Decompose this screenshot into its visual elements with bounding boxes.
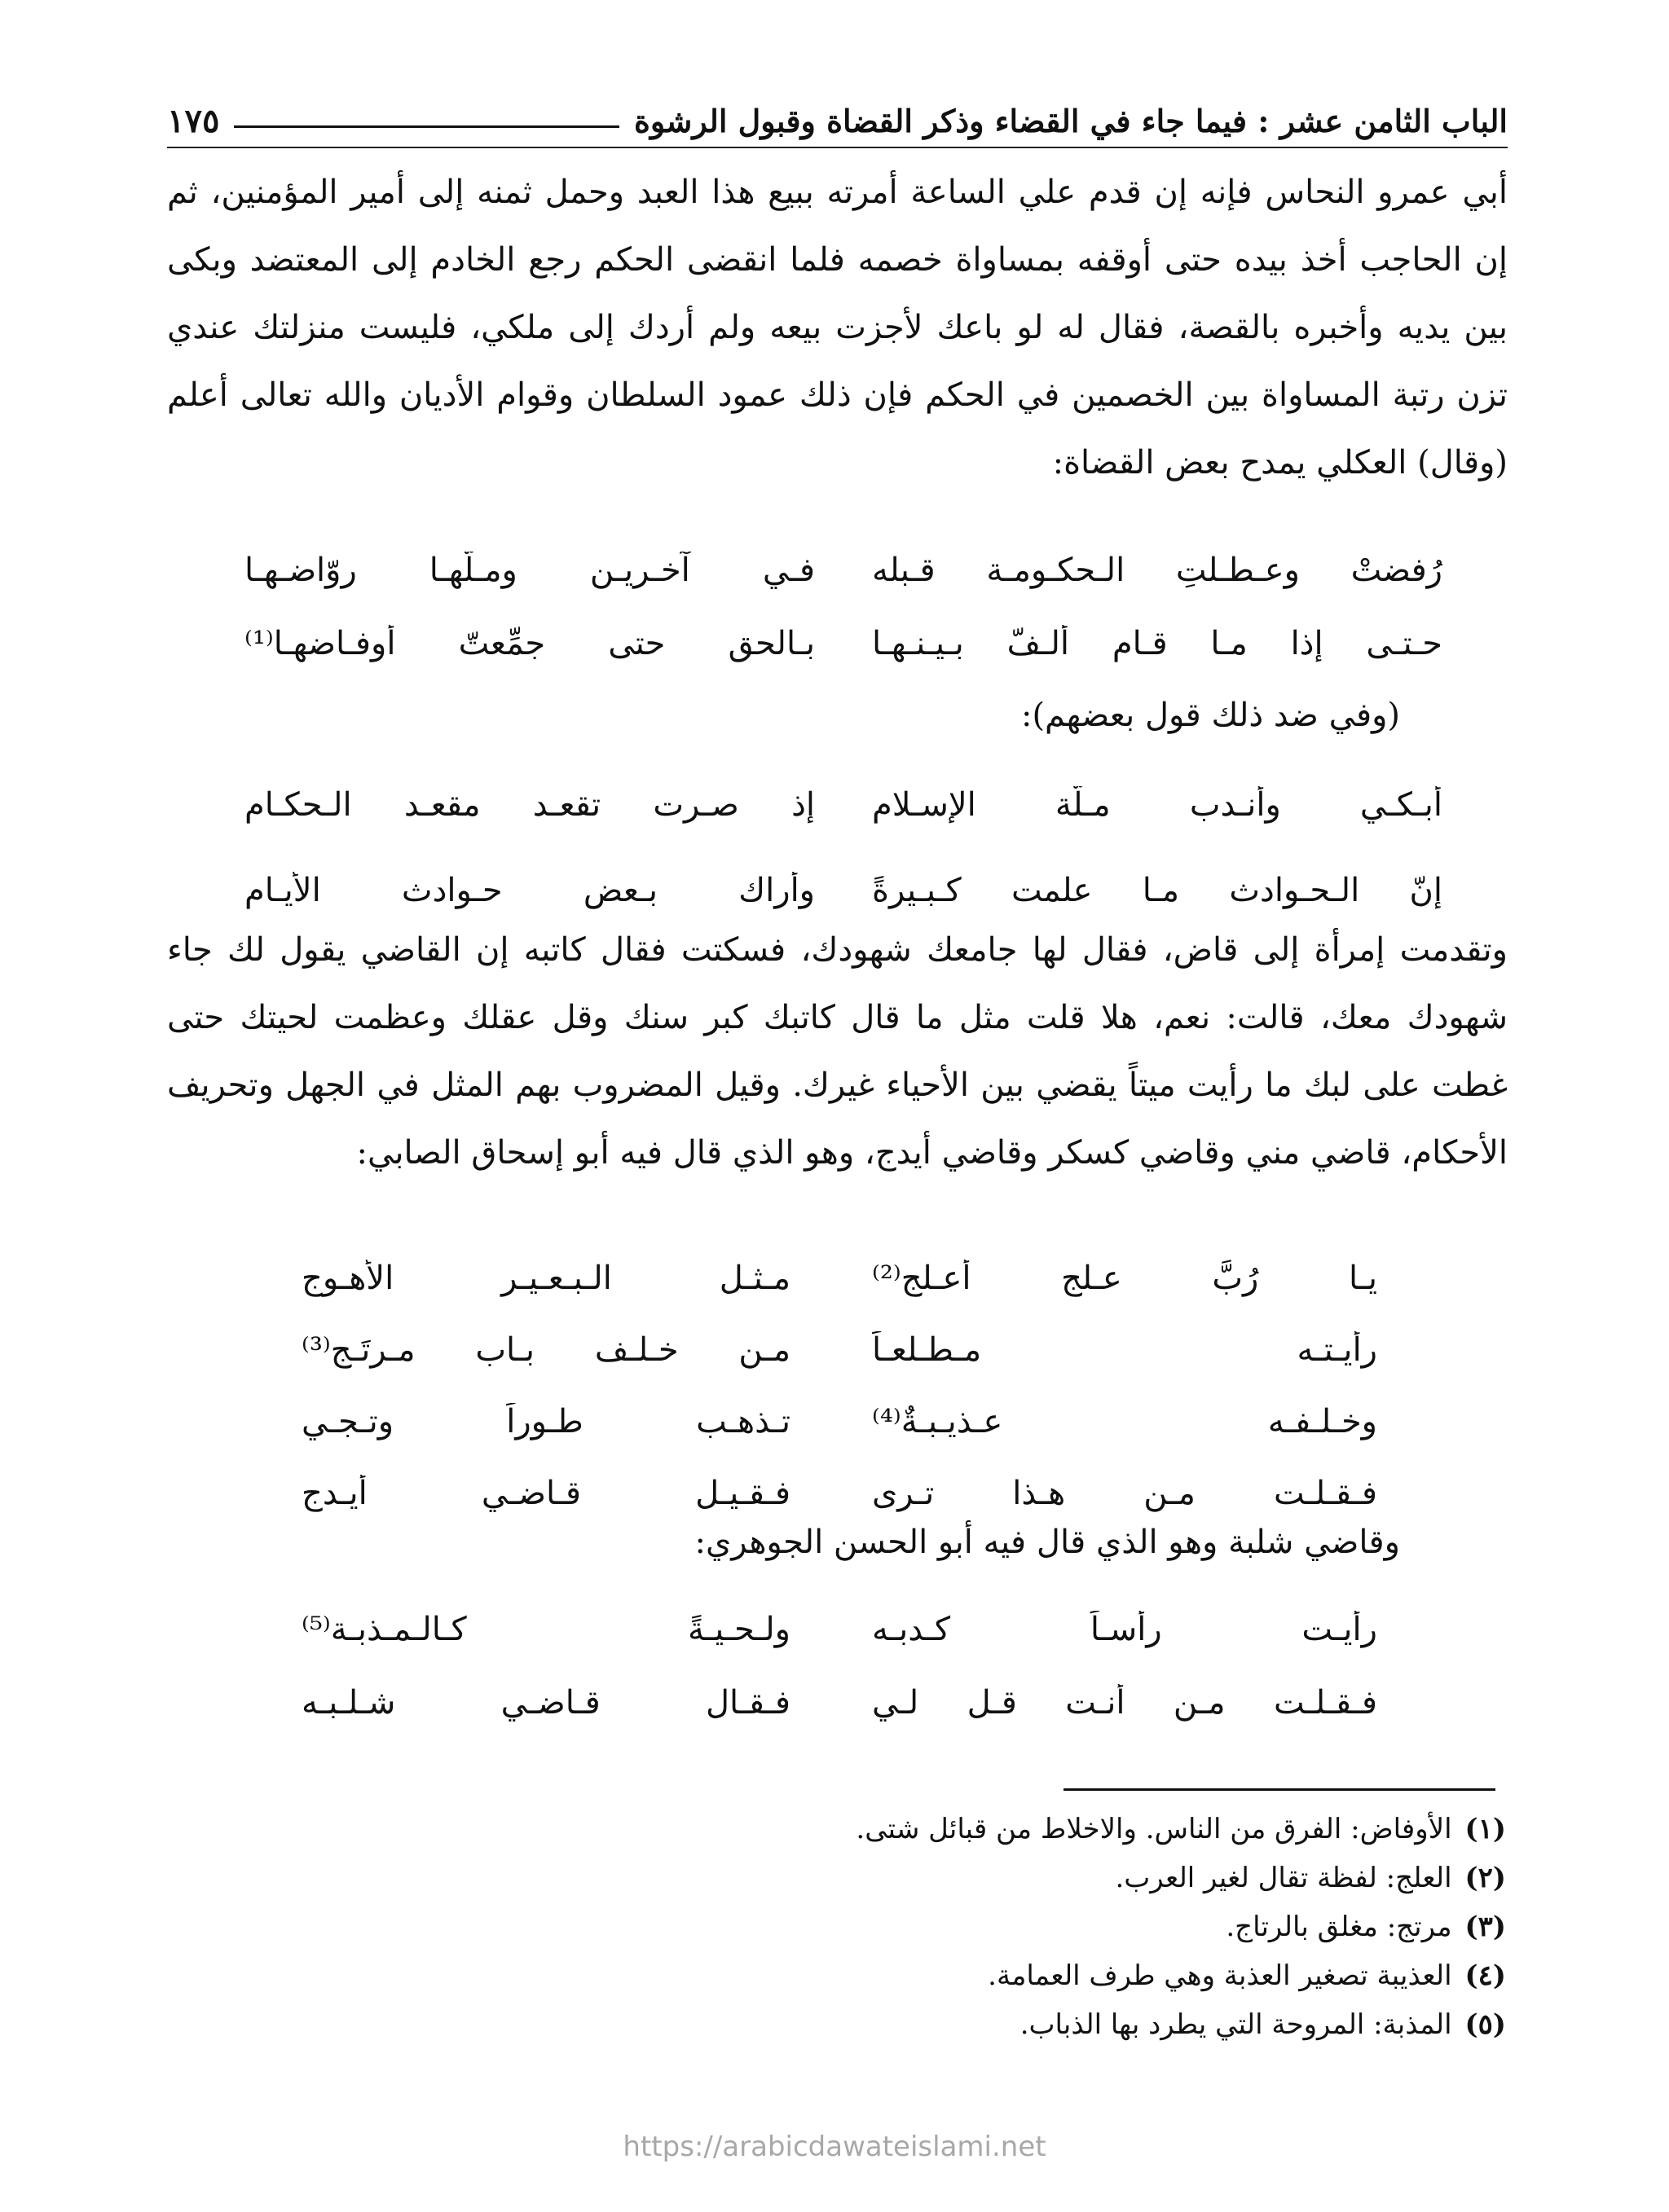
- watermark-url: https://arabicdawateislami.net: [623, 2131, 1046, 2163]
- hemistich-right: يـا رُبَّ عـلجٍ أعـلج⁽²⁾: [872, 1260, 1377, 1297]
- poem-4-verse-2: [302, 1670, 1377, 1735]
- footnote-5: [365, 2000, 1506, 2049]
- hemistich-right: إنّ الـحـوادث مـا علمت كـبـيرةً: [872, 871, 1442, 909]
- hemistich-left: تـذهـب طـوراً وتـجـي: [302, 1403, 790, 1440]
- hemistich-right: فـقـلـت مـن أنـت قـل لـي: [872, 1684, 1377, 1722]
- footnote-text: المذبة: المروحة التي يطرد بها الذباب.: [1019, 2008, 1452, 2041]
- poem-3-verse-4: [302, 1458, 1377, 1529]
- page-number: ١٧٥: [167, 101, 220, 140]
- footnote-separator: [1063, 1788, 1495, 1791]
- footnote-1: [365, 1805, 1506, 1854]
- hemistich-left: إذ صـرت تقعـد مقعـد الـحكـام: [244, 785, 815, 824]
- poem-1-verse-1: [244, 534, 1442, 607]
- hemistich-left: بـالحق حتى جمِّعتّ أوفـاضهـا⁽¹⁾: [244, 625, 815, 662]
- footnote-text: العذيبة تصغير العذبة وهي طرف العمامة.: [988, 1959, 1452, 1992]
- footnote-number: (١): [1464, 1813, 1506, 1845]
- poem-3: [302, 1242, 1377, 1529]
- hemistich-left: وأراك بـعض حـوادث الأيـام: [244, 871, 815, 909]
- running-header: [167, 96, 1508, 145]
- hemistich-left: فـي آخـريـن ومـلّهـا روّاضـهـا: [244, 552, 815, 589]
- hemistich-right: أبـكـي وأنـدب مـلّة الإسـلام: [872, 785, 1442, 824]
- hemistich-left: مـن خـلـف بـاب مـرتَـج⁽³⁾: [302, 1331, 790, 1369]
- hemistich-right: حـتـى إذا مـا قـام ألـفّ بـيـنـهـا: [872, 625, 1442, 662]
- paragraph-2: [167, 917, 1508, 1187]
- hemistich-right: رأيـت رأسـاً كـدبـه: [872, 1611, 1377, 1648]
- paragraph-1-text: أبي عمرو النحاس فإنه إن قدم علي الساعة أمرته ببيع هذا العبد وحمل ثمنه إلى أمير المؤمنين، ثم إن الحاجب أخذ بيده حتى أوقفه بمساواة خصمه فلما انقضى الحكم رجع الخادم إلى المعتضد وبكى بين يديه وأخبره بالقصة، فقال له لو باعك لأجزت بيعه ولم أردك إلى ملكي، فليست منزلتك عندي تزن رتبة المساواة بين الخصمين في الحكم فإن ذلك عمود السلطان وقوام الأديان والله تعالى أعلم (وقال) العكلي يمدح بعض القضاة:: [167, 174, 1508, 482]
- poem-2-intro: (وفي ضد ذلك قول بعضهم):: [1020, 697, 1400, 734]
- header-underline: [167, 147, 1508, 148]
- poem-3-verse-1: [302, 1242, 1377, 1314]
- footnote-number: (٤): [1464, 1959, 1506, 1992]
- poem-2: [244, 758, 1442, 929]
- poem-1-verse-2: [244, 607, 1442, 680]
- poem-3-verse-3: [302, 1386, 1377, 1458]
- poem-3-verse-2: [302, 1314, 1377, 1386]
- hemistich-left: فـقـال قـاضـي شـلـبـه: [302, 1684, 790, 1722]
- footnotes: [365, 1805, 1506, 2049]
- poem-1: [244, 534, 1442, 680]
- hemistich-right: رأيـتـه مـطـلعـاً: [872, 1331, 1377, 1369]
- hemistich-right: فـقـلـت مـن هـذا تـرى: [872, 1475, 1377, 1512]
- hemistich-right: وخـلـفـه عـذيـبـةٌ⁽⁴⁾: [872, 1403, 1377, 1440]
- hemistich-left: مـثـل الـبـعـيـر الأهـوج: [302, 1260, 790, 1297]
- hemistich-left: ولـحـيـةً كـالـمـذبـة⁽⁵⁾: [302, 1611, 790, 1648]
- footnote-2: [365, 1854, 1506, 1902]
- footnote-text: الأوفاض: الفرق من الناس. والاخلاط من قبائل شتى.: [856, 1813, 1452, 1845]
- hemistich-left: فـقـيـل قـاضـي أيـدج: [302, 1475, 790, 1512]
- header-rule: [234, 125, 619, 128]
- footnote-3: [365, 1902, 1506, 1951]
- footnote-text: مرتج: مغلق بالرتاج.: [1226, 1911, 1452, 1943]
- footnote-number: (٥): [1464, 2008, 1506, 2041]
- poem-4-verse-1: [302, 1589, 1377, 1670]
- footnote-number: (٣): [1464, 1911, 1506, 1943]
- footnote-4: [365, 1951, 1506, 2000]
- footnote-number: (٢): [1464, 1862, 1506, 1894]
- hemistich-right: رُفضتْ وعـطـلتِ الـحكـومـة قـبله: [872, 552, 1442, 589]
- paragraph-2-text: وتقدمت إمرأة إلى قاض، فقال لها جامعك شهودك، فسكتت فقال كاتبه إن القاضي يقول لك جاء شهودك معك، قالت: نعم، هلا قلت مثل ما قال كاتبك كبر سنك وقل عقلك وعظمت لحيتك حتى غطت على لبك ما رأيت ميتاً يقضي بين الأحياء غيرك. وقيل المضروب بهم المثل في الجهل وتحريف الأحكام، قاضي مني وقاضي كسكر وقاضي أيدج، وهو الذي قال فيه أبو إسحاق الصابي:: [167, 931, 1508, 1172]
- poem-4-intro: وقاضي شلبة وهو الذي قال فيه أبو الحسن الجوهري:: [694, 1524, 1400, 1561]
- footnote-text: العلج: لفظة تقال لغير العرب.: [1115, 1862, 1452, 1894]
- poem-2-verse-1: [244, 758, 1442, 851]
- paragraph-1: [167, 159, 1508, 497]
- poem-4: [302, 1589, 1377, 1735]
- chapter-title: الباب الثامن عشر : فيما جاء في القضاء وذكر القضاة وقبول الرشوة: [633, 102, 1508, 139]
